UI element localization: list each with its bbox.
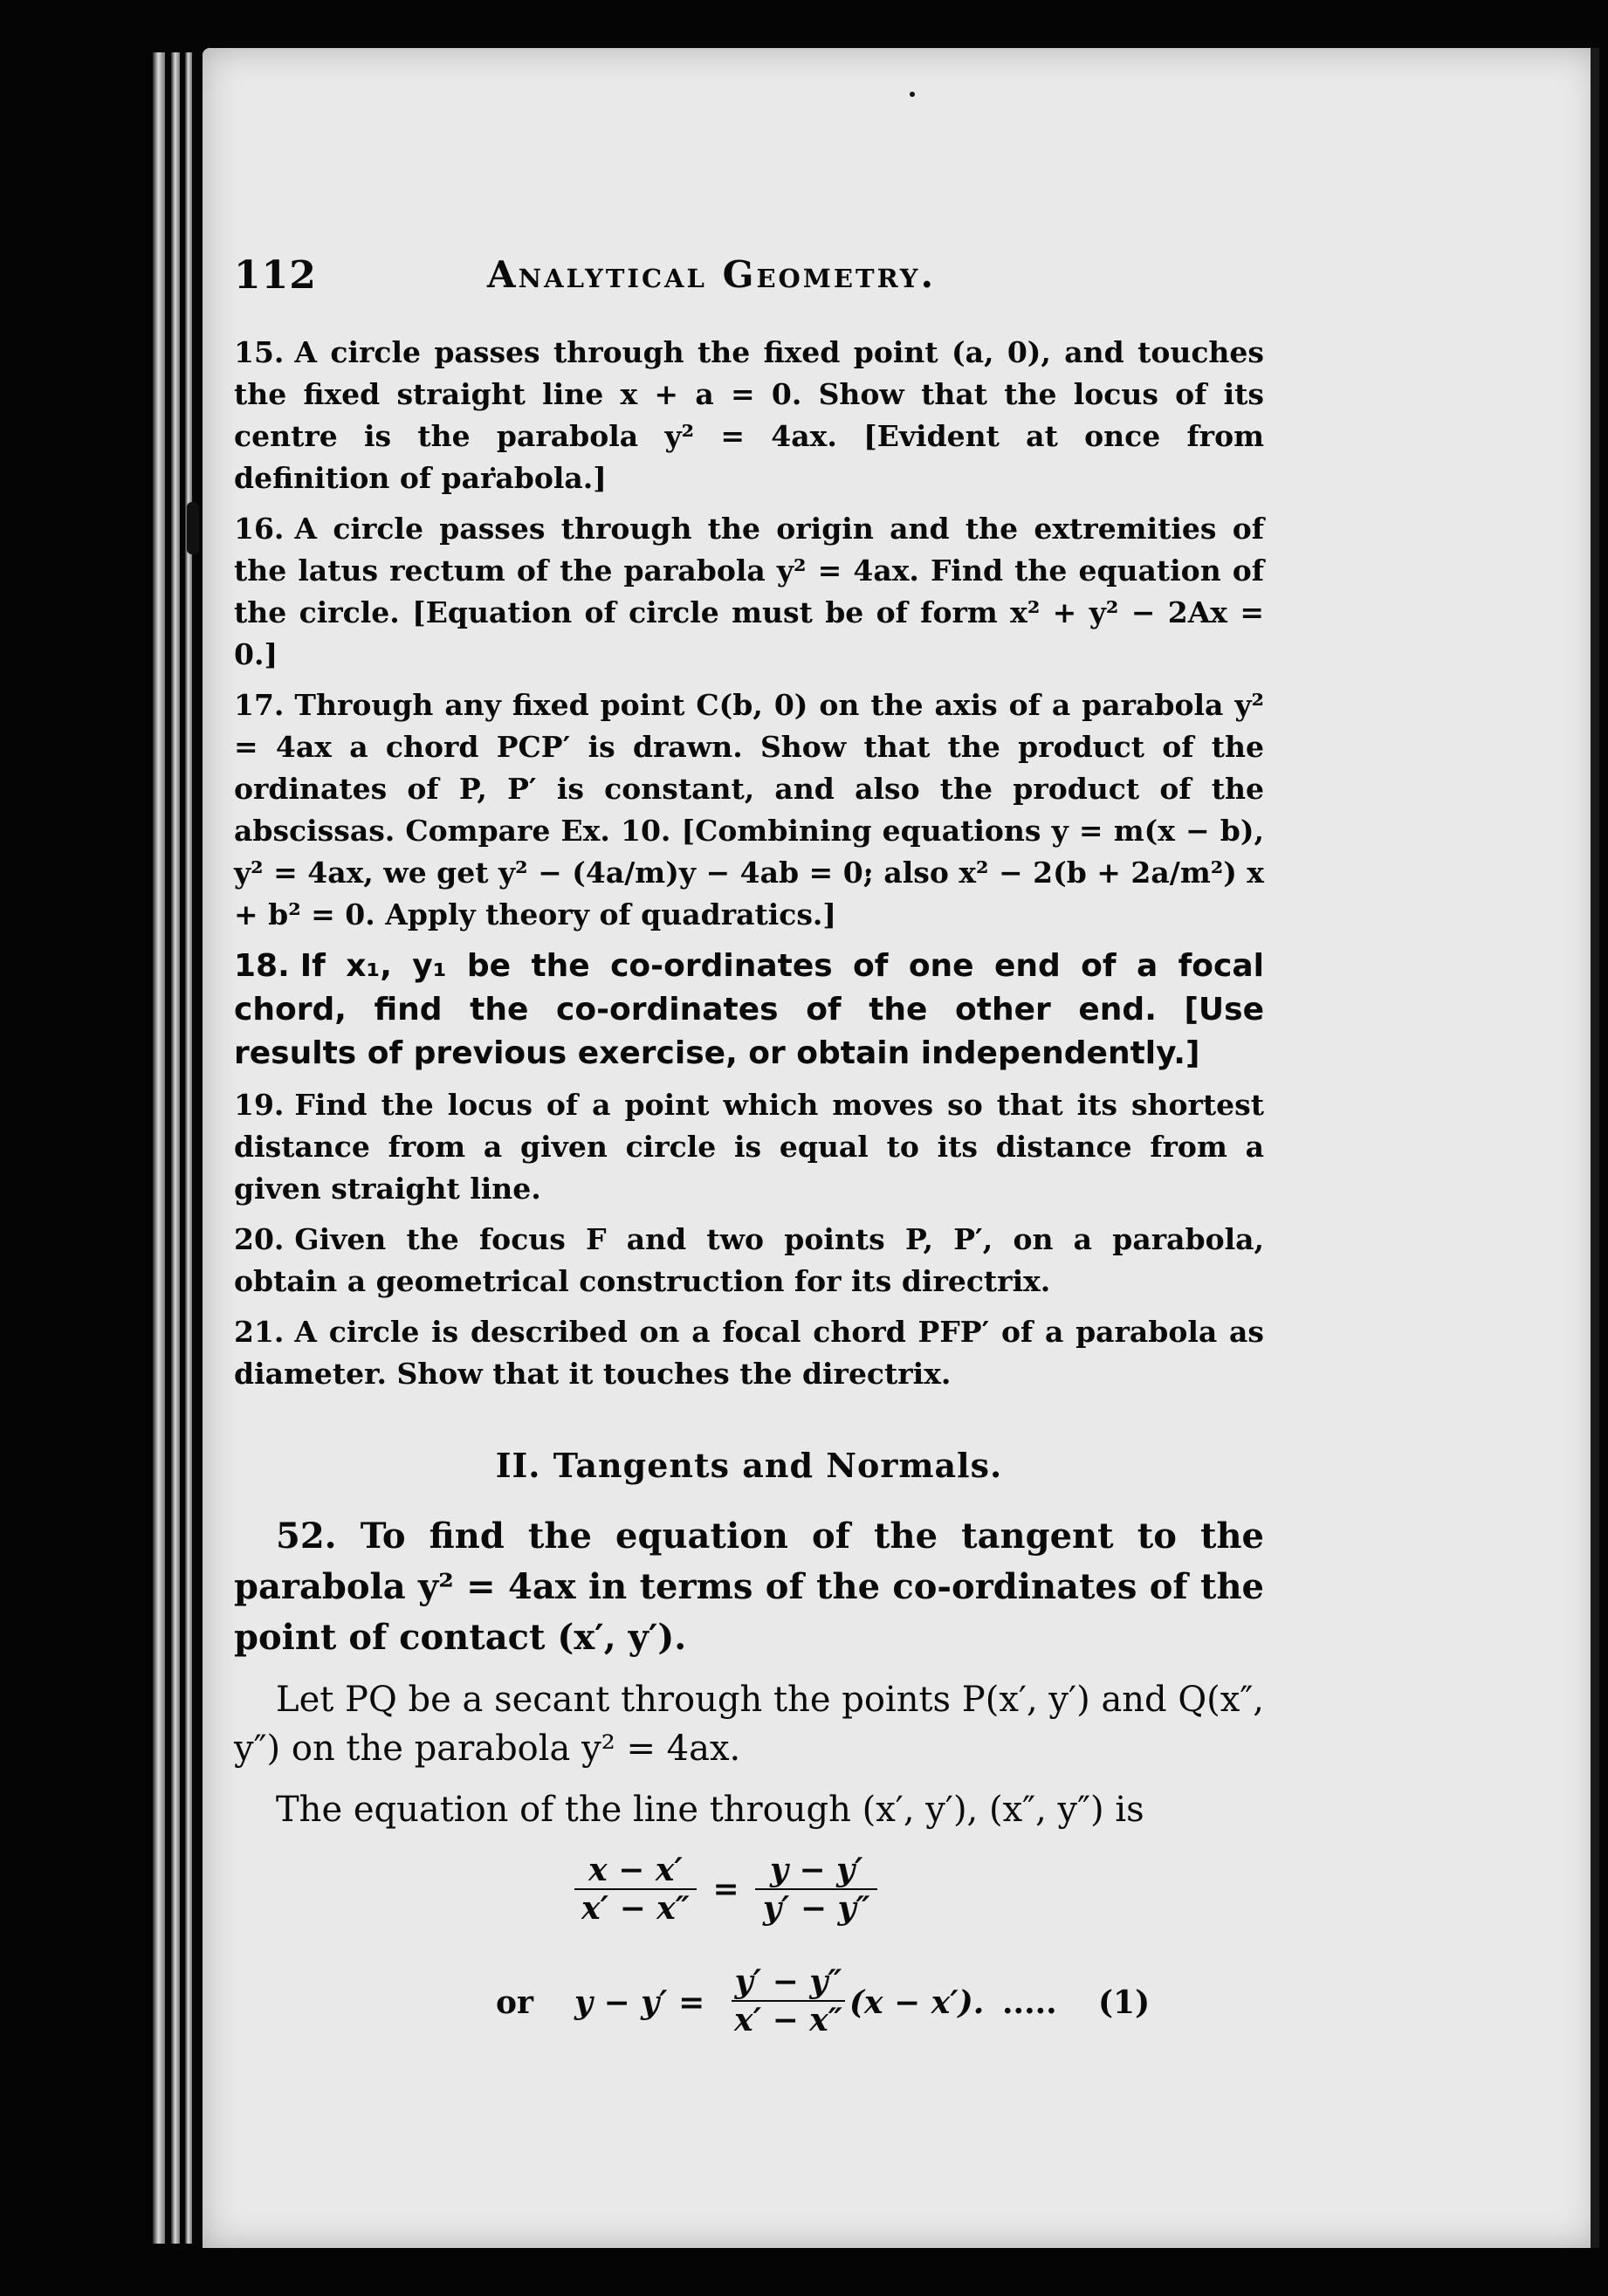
page-right-edge xyxy=(1591,48,1599,2248)
exercise-text: Through any fixed point C(b, 0) on the axis of a parabola y² = 4ax a chord PCP′ is drawn. Show that the product of the ordinates of P, P′ is constant, and also the product of the abscissas. Compare Ex. 10. [Combining equations y = m(x − b), y² = 4ax, we get y² − (4a/m)y − 4ab = 0; also x² − 2(b + 2a/m²) x + b² = 0. Apply theory of quadratics.] xyxy=(234,688,1264,931)
fraction-denominator: x′ − x″ xyxy=(581,1890,690,1927)
exercise-number: 16. xyxy=(234,512,285,546)
equation-lhs: y − y′ = xyxy=(574,1984,705,2021)
scan-speck xyxy=(187,502,199,554)
equation-two-point xyxy=(234,1852,1264,1930)
exercise-number: 20. xyxy=(234,1222,285,1256)
fraction-denominator: y′ − y″ xyxy=(762,1890,870,1927)
exercise-20 xyxy=(234,1219,1264,1303)
page-stack-edge xyxy=(171,52,180,2244)
fraction-numerator: y − y′ xyxy=(769,1852,863,1888)
equation-number: (1) xyxy=(1098,1984,1151,2021)
equals-sign: = xyxy=(712,1871,739,1908)
exercise-15 xyxy=(234,332,1264,499)
exercise-text: Find the locus of a point which moves so that its shortest distance from a given circle is equal to its distance from a given straight line. xyxy=(234,1088,1264,1206)
fraction-numerator: x − x′ xyxy=(588,1852,683,1888)
article-paragraph: The equation of the line through (x′, y′), (x″, y″) is xyxy=(276,1790,1144,1830)
exercise-17 xyxy=(234,684,1264,936)
running-head xyxy=(234,253,1264,332)
fraction xyxy=(574,1852,697,1927)
exercise-number: 19. xyxy=(234,1088,285,1122)
equation-leader: ..... xyxy=(1002,1984,1057,2021)
exercise-number: 15. xyxy=(234,335,285,369)
equation-one xyxy=(234,1963,1264,2042)
page-content xyxy=(234,253,1264,2042)
exercise-text: A circle passes through the origin and the extremities of the latus rectum of the parabola y² = 4ax. Find the equation of the circle. [Equation of circle must be of form x² + y² − 2Ax = 0.] xyxy=(234,512,1264,671)
exercise-text: If x₁, y₁ be the co-ordinates of one end of a focal chord, find the co-ordinates of the other end. [Use results of previous exercise, or obtain independently.] xyxy=(234,948,1264,1071)
section-heading: II. Tangents and Normals. xyxy=(495,1446,1003,1485)
exercise-text: A circle passes through the fixed point (a, 0), and touches the fixed straight line x + a = 0. Show that the locus of its centre is the parabola y² = 4ax. [Evident at once from definition of parabola.] xyxy=(234,335,1264,495)
fraction xyxy=(755,1852,877,1927)
exercise-21 xyxy=(234,1311,1264,1395)
exercise-text: Given the focus F and two points P, P′, on a parabola, obtain a geometrical construction for its directrix. xyxy=(234,1222,1264,1298)
equation-fraction-pair xyxy=(574,1852,877,1927)
page-stack-edge xyxy=(185,52,192,2244)
exercise-text: A circle is described on a focal chord PFP′ of a parabola as diameter. Show that it touches the directrix. xyxy=(234,1315,1264,1391)
exercise-18 xyxy=(234,945,1264,1076)
running-title: Analytical Geometry. xyxy=(487,253,937,296)
equation-prefix: or xyxy=(496,1984,533,2021)
exercise-16 xyxy=(234,508,1264,676)
fraction xyxy=(732,1963,845,2038)
fraction-denominator: x′ − x″ xyxy=(734,2002,842,2038)
page-number: 112 xyxy=(234,253,317,298)
exercise-number: 21. xyxy=(234,1315,285,1349)
scan-speck xyxy=(910,92,915,97)
page-stack-edge xyxy=(153,52,165,2244)
exercise-number: 17. xyxy=(234,688,285,722)
exercise-19 xyxy=(234,1084,1264,1210)
fraction-numerator: y′ − y″ xyxy=(734,1963,842,2000)
equation-tail: (x − x′). xyxy=(849,1984,985,2021)
article-proposition: 52. To find the equation of the tangent to the parabola y² = 4ax in terms of the co-ordinates of the point of contact (x′, y′). xyxy=(234,1516,1264,1658)
exercise-number: 18. xyxy=(234,948,290,984)
article-paragraph: Let PQ be a secant through the points P(x′, y′) and Q(x″, y″) on the parabola y² = 4ax. xyxy=(234,1680,1264,1769)
